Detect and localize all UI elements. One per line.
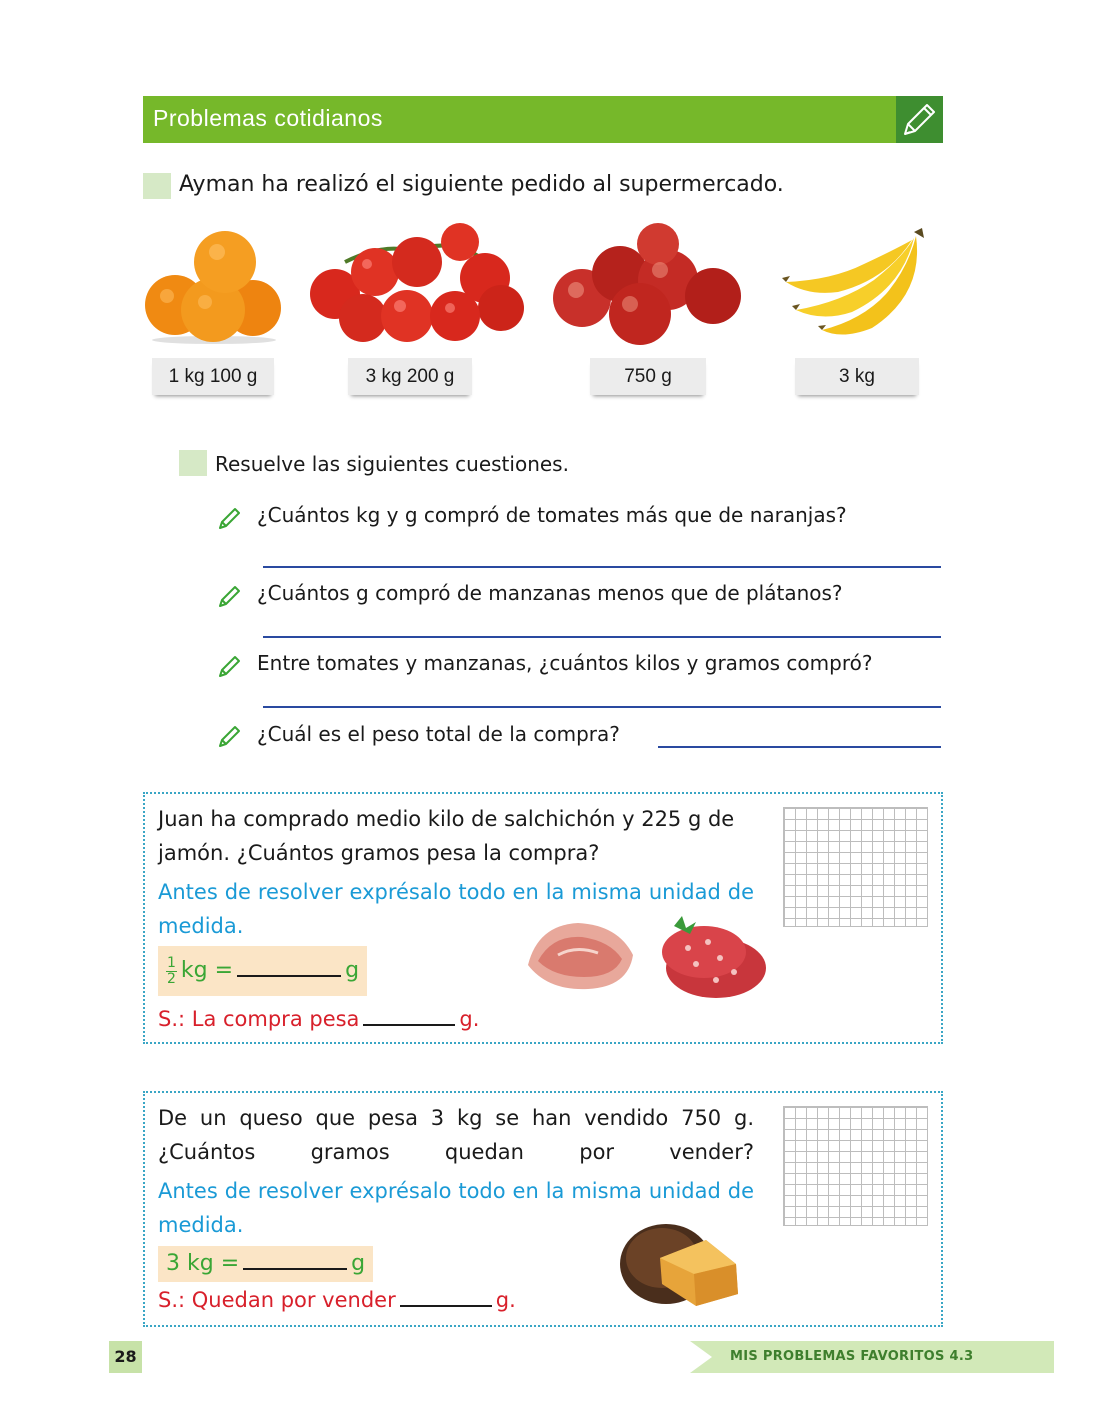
hint-text: Antes de resolver exprésalo todo en la misma unidad de medida. (158, 1179, 754, 1237)
scratch-grid[interactable] (783, 1106, 928, 1226)
exercise-marker (143, 173, 171, 199)
question-text: ¿Cuántos kg y g compró de tomates más que de naranjas? (257, 503, 847, 527)
conversion-calc: $\frac{1}{2}$ kg = g (158, 946, 367, 996)
oranges-image (143, 220, 285, 344)
answer-line[interactable] (263, 706, 941, 708)
book-title: MIS PROBLEMAS FAVORITOS 4.3 (730, 1349, 974, 1364)
blank-field[interactable] (363, 1024, 455, 1026)
weight-label-apples: 750 g (590, 358, 706, 395)
page-number: 28 (109, 1341, 142, 1373)
blank-field[interactable] (243, 1268, 347, 1270)
question-text: Entre tomates y manzanas, ¿cuántos kilos y gramos compró? (257, 651, 873, 675)
section-title: Problemas cotidianos (153, 105, 383, 131)
tomatoes-image (305, 222, 525, 346)
answer-line[interactable] (263, 636, 941, 638)
fraction: $\frac{1}{2}$ (167, 954, 176, 987)
conversion-calc: 3 kg = g (158, 1246, 373, 1282)
problem-text: Juan ha comprado medio kilo de salchichón y 225 g de jamón. ¿Cuántos gramos pesa la compra? (158, 807, 735, 865)
blank-field[interactable] (400, 1305, 492, 1307)
pencil-icon (216, 582, 244, 610)
exercise-marker (179, 450, 207, 476)
pencil-icon (896, 96, 943, 143)
ham-image (518, 915, 642, 995)
intro-text: Ayman ha realizó el siguiente pedido al supermercado. (179, 172, 784, 197)
blank-field[interactable] (237, 975, 341, 977)
pencil-icon (216, 652, 244, 680)
scratch-grid[interactable] (783, 807, 928, 927)
answer-line[interactable] (658, 746, 941, 748)
hint-text: Antes de resolver exprésalo todo en la misma unidad de medida. (158, 880, 754, 938)
cheese-image (616, 1214, 742, 1312)
instruction-text: Resuelve las siguientes cuestiones. (215, 452, 569, 476)
salami-image (656, 912, 768, 1002)
solution-line: S.: La compra pesa g. (158, 1007, 480, 1031)
pencil-icon (216, 504, 244, 532)
bananas-image (782, 224, 928, 340)
problem-text: De un queso que pesa 3 kg se han vendido 750 g. ¿Cuántos gramos quedan por vender? (158, 1106, 754, 1164)
weight-label-bananas: 3 kg (795, 358, 919, 395)
weight-label-oranges: 1 kg 100 g (152, 358, 274, 395)
solution-line: S.: Quedan por vender g. (158, 1288, 516, 1312)
question-text: ¿Cuántos g compró de manzanas menos que de plátanos? (257, 581, 843, 605)
answer-line[interactable] (263, 566, 941, 568)
pencil-icon (216, 722, 244, 750)
weight-label-tomatoes: 3 kg 200 g (348, 358, 472, 395)
question-text: ¿Cuál es el peso total de la compra? (257, 722, 620, 746)
section-header (143, 96, 943, 143)
apples-image (548, 222, 748, 348)
